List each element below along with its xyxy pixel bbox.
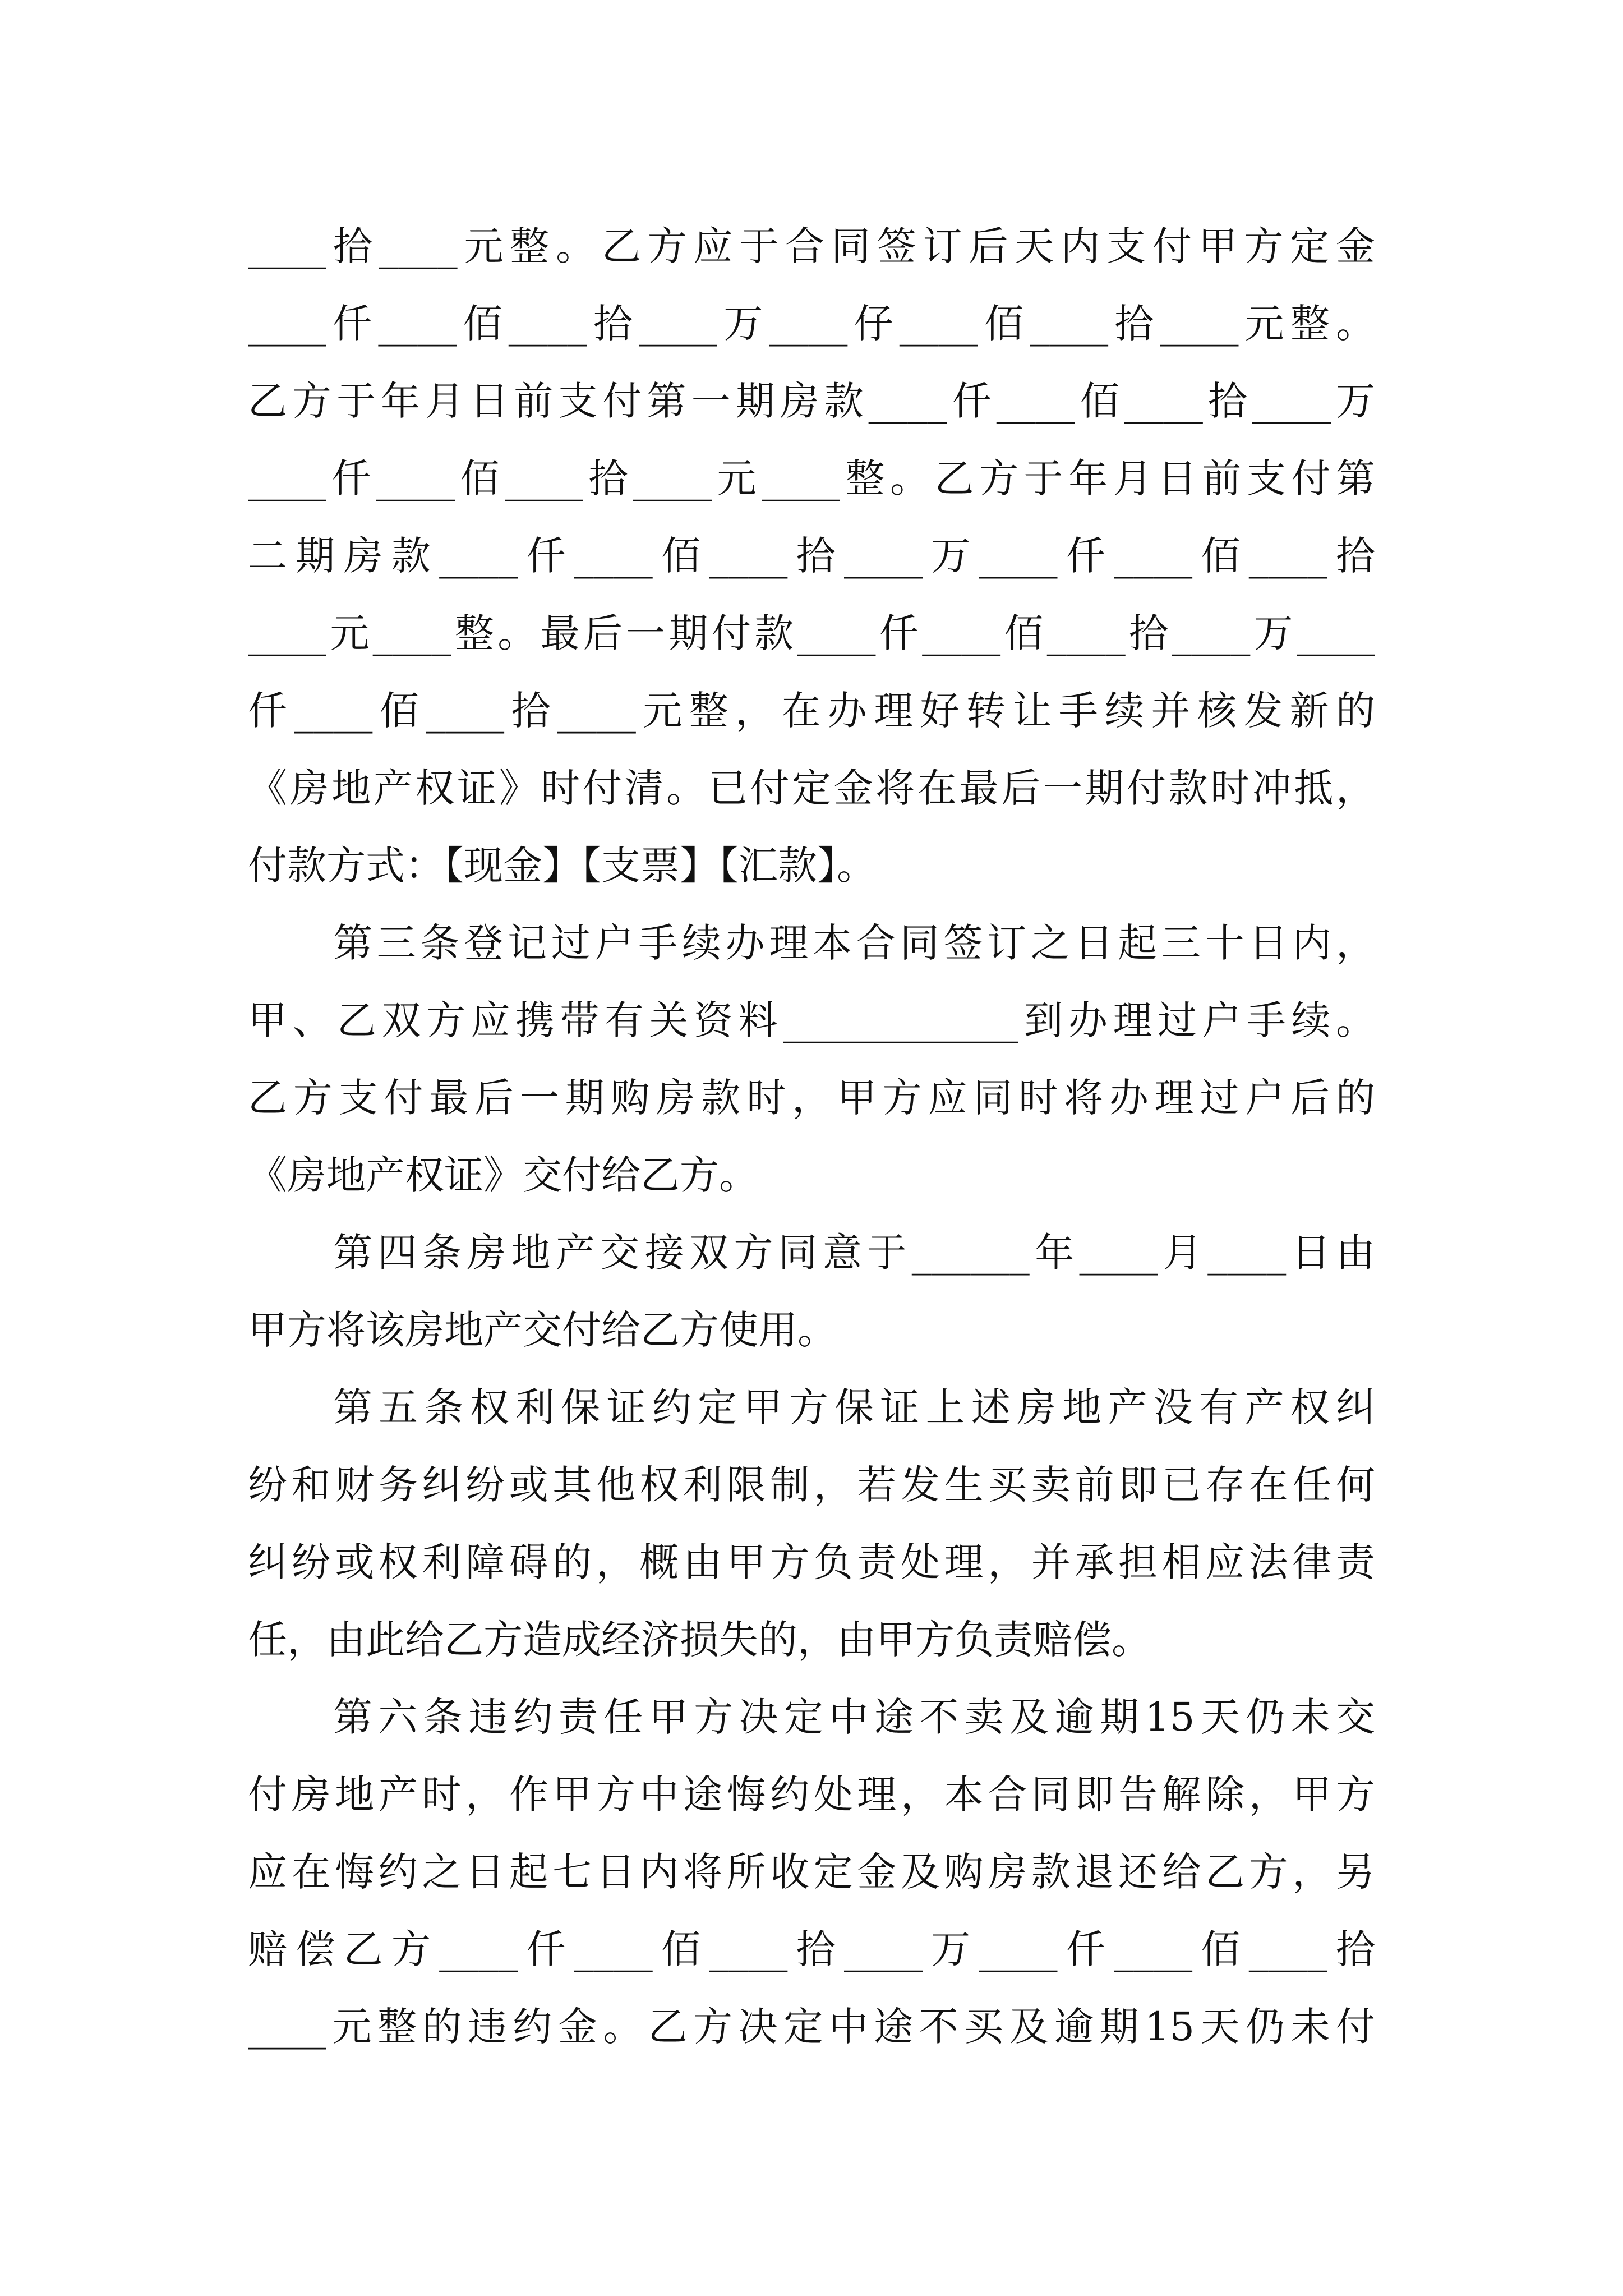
text-line-8: 《房地产权证》时付清。已付定金将在最后一期付款时冲抵，	[248, 765, 1375, 811]
text-line-6: ____元____整。最后一期付款____仟____佰____拾____万____	[248, 610, 1375, 656]
text-line-5: 二期房款____仟____佰____拾____万____仟____佰____拾	[248, 533, 1375, 579]
text-line-9: 付款方式：【现金】【支票】【汇款】。	[248, 843, 876, 889]
text-line-13: 《房地产权证》交付给乙方。	[248, 1152, 758, 1198]
text-line-24: ____元整的违约金。乙方决定中途不买及逾期15天仍未付	[248, 2004, 1375, 2050]
text-line-18: 纠纷或权利障碍的，概由甲方负责处理，并承担相应法律责	[248, 1539, 1375, 1585]
text-line-4: ____仟____佰____拾____元____整。乙方于年月日前支付第	[248, 455, 1375, 501]
text-line-7: 仟____佰____拾____元整，在办理好转让手续并核发新的	[248, 688, 1375, 734]
clause-5-heading-line: 第五条权利保证约定甲方保证上述房地产没有产权纠	[333, 1384, 1375, 1430]
clause-4-heading-line: 第四条房地产交接双方同意于______年____月____日由	[333, 1230, 1375, 1276]
clause-3-heading-line: 第三条登记过户手续办理本合同签订之日起三十日内，	[333, 920, 1375, 966]
text-line-1: ____拾____元整。乙方应于合同签订后天内支付甲方定金	[248, 223, 1375, 269]
text-line-17: 纷和财务纠纷或其他权利限制，若发生买卖前即已存在任何	[248, 1462, 1375, 1508]
text-line-12: 乙方支付最后一期购房款时，甲方应同时将办理过户后的	[248, 1075, 1375, 1121]
text-line-15: 甲方将该房地产交付给乙方使用。	[248, 1307, 837, 1353]
clause-6-heading-line: 第六条违约责任甲方决定中途不卖及逾期15天仍未交	[333, 1694, 1375, 1740]
text-line-21: 付房地产时，作甲方中途悔约处理，本合同即告解除，甲方	[248, 1772, 1375, 1818]
text-line-19: 任，由此给乙方造成经济损失的，由甲方负责赔偿。	[248, 1617, 1151, 1663]
text-line-22: 应在悔约之日起七日内将所收定金及购房款退还给乙方，另	[248, 1849, 1375, 1895]
text-line-11: 甲、乙双方应携带有关资料____________到办理过户手续。	[248, 997, 1375, 1043]
document-body	[248, 208, 1375, 2065]
text-line-23: 赔偿乙方____仟____佰____拾____万____仟____佰____拾	[248, 1926, 1375, 1972]
text-line-2: ____仟____佰____拾____万____仔____佰____拾____元整。	[248, 301, 1375, 347]
text-line-3: 乙方于年月日前支付第一期房款____仟____佰____拾____万	[248, 378, 1375, 424]
